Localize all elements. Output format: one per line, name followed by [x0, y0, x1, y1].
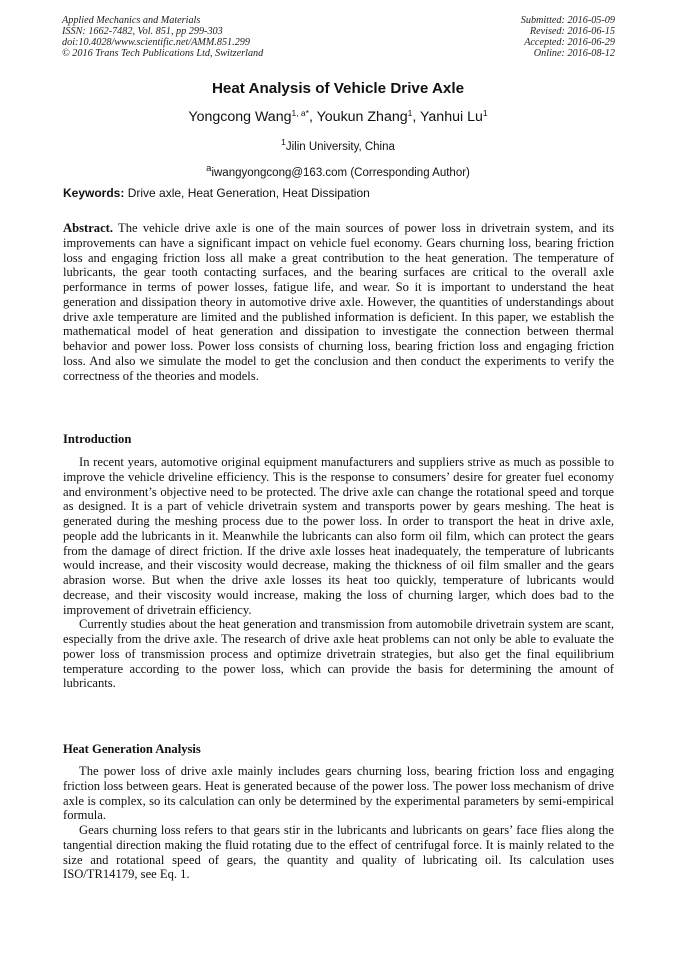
issn-line: ISSN: 1662-7482, Vol. 851, pp 299-303	[62, 25, 223, 37]
author-separator: ,	[412, 109, 420, 125]
journal-info	[62, 16, 392, 60]
affiliation	[60, 135, 616, 154]
online-date: Online: 2016-08-12	[533, 47, 615, 59]
body-paragraph: The power loss of drive axle mainly includes gears churning loss, bearing friction loss and engaging friction loss between gears. Heat is generated because of the power loss. The power loss mechanism of drive axle is complex, so its calculation can only be determined by the experimental parameters by semi-empirical formula.	[63, 764, 614, 823]
heat-generation-body	[63, 764, 614, 882]
author-affiliation-mark: 1, a*	[291, 108, 309, 118]
keywords	[63, 186, 370, 201]
introduction-heading: Introduction	[63, 432, 132, 446]
paper-title: Heat Analysis of Vehicle Drive Axle	[211, 80, 465, 97]
keywords-label: Keywords:	[63, 186, 125, 200]
heat-generation-heading: Heat Generation Analysis	[63, 742, 201, 756]
abstract-text: The vehicle drive axle is one of the main sources of power loss in drivetrain system, and its improvements can have a significant impact on vehicle fuel economy. Gears churning loss, bearing friction loss and engaging friction loss all make a great contribution to the heat generation. The temperature of lubricants, the gear tooth contacting surfaces, and the bearing surfaces are critical to the overall axle performance in terms of power losses, fatigue life, and wear. So it is important to understand the heat generation and dissipation theory in automotive drive axle. However, the quantities of understandings about drive axle temperature are limited and the published information is deficient. In this paper, we establish the mathematical model of heat generation and dissipation to investigate the connection between thermal behavior and power loss. Power loss consists of churning loss, bearing friction loss and engaging friction loss. And also we simulate the model to get the conclusion and then conduct the experiments to verify the correctness of the theories and models.	[63, 221, 614, 383]
author-name: Yanhui Lu	[420, 109, 483, 125]
copyright-line: © 2016 Trans Tech Publications Ltd, Switzerland	[62, 47, 264, 59]
keywords-text: Drive axle, Heat Generation, Heat Dissipation	[124, 186, 370, 200]
revised-date: Revised: 2016-06-15	[529, 25, 615, 37]
corresponding-email	[60, 162, 616, 180]
journal-name: Applied Mechanics and Materials	[62, 15, 201, 26]
author-affiliation-mark: 1	[482, 108, 488, 118]
affiliation-text: Jilin University, China	[285, 141, 395, 153]
accepted-date: Accepted: 2016-06-29	[524, 36, 615, 48]
body-paragraph: In recent years, automotive original equipment manufacturers and suppliers strive as much as possible to improve the vehicle driveline efficiency. This is the response to consumers’ desire for greater fuel economy and environment’s objective need to be protected. The drive axle can change the rotational speed and torque as designed. It is a part of vehicle drivetrain system and transports power by gears meshing. The heat is generated during the meshing process due to the power loss. In order to transport the heat in drive axle, people add the lubricants in it. Meanwhile the lubricants can also form oil film, which can protect the gears from the damage of direct friction. If the drive axle losses heat inadequately, the temperature of lubricants would increase, and their viscosity would decrease, making the thickness of oil film smaller and the gears abrasion worse. But when the drive axle losses its heat too quickly, temperature of lubricants would decrease, and their viscosity would increase, making the loss of churning larger, which does bad to the improvement of drivetrain efficiency.	[63, 455, 614, 617]
introduction-body	[63, 455, 614, 691]
author-list	[60, 103, 616, 127]
author-name: Yongcong Wang	[188, 109, 292, 125]
author-affiliation-mark: 1	[407, 108, 413, 118]
email-mark: a	[206, 163, 212, 174]
email-text: iwangyongcong@163.com (Corresponding Author)	[211, 166, 470, 179]
affiliation-mark: 1	[281, 137, 286, 147]
title-block	[60, 80, 616, 180]
abstract	[63, 221, 614, 383]
body-paragraph: Gears churning loss refers to that gears stir in the lubricants and lubricants on gears’ face flies along the tangential direction making the fluid rotating due to the effect of centrifugal force. It is mainly related to the size and rotational speed of gears, the quantity and quality of lubricating oil. Its calculation uses ISO/TR14179, see Eq. 1.	[63, 823, 614, 882]
author-separator: ,	[308, 109, 317, 125]
author-name: Youkun Zhang	[316, 109, 408, 125]
abstract-label: Abstract.	[63, 221, 114, 235]
abstract-paragraph	[63, 221, 614, 383]
body-paragraph: Currently studies about the heat generation and transmission from automobile drivetrain system are scant, especially from the drive axle. The research of drive axle heat problems can not only be able to evaluate the power loss of transmission process and optimize drivetrain strategies, but also get the final equilibrium temperature according to the power loss, which can provide the basis for determining the amount of lubricants.	[63, 617, 614, 691]
doi-line: doi:10.4028/www.scientific.net/AMM.851.299	[62, 36, 250, 48]
publication-dates	[395, 16, 615, 60]
submitted-date: Submitted: 2016-05-09	[520, 15, 615, 26]
